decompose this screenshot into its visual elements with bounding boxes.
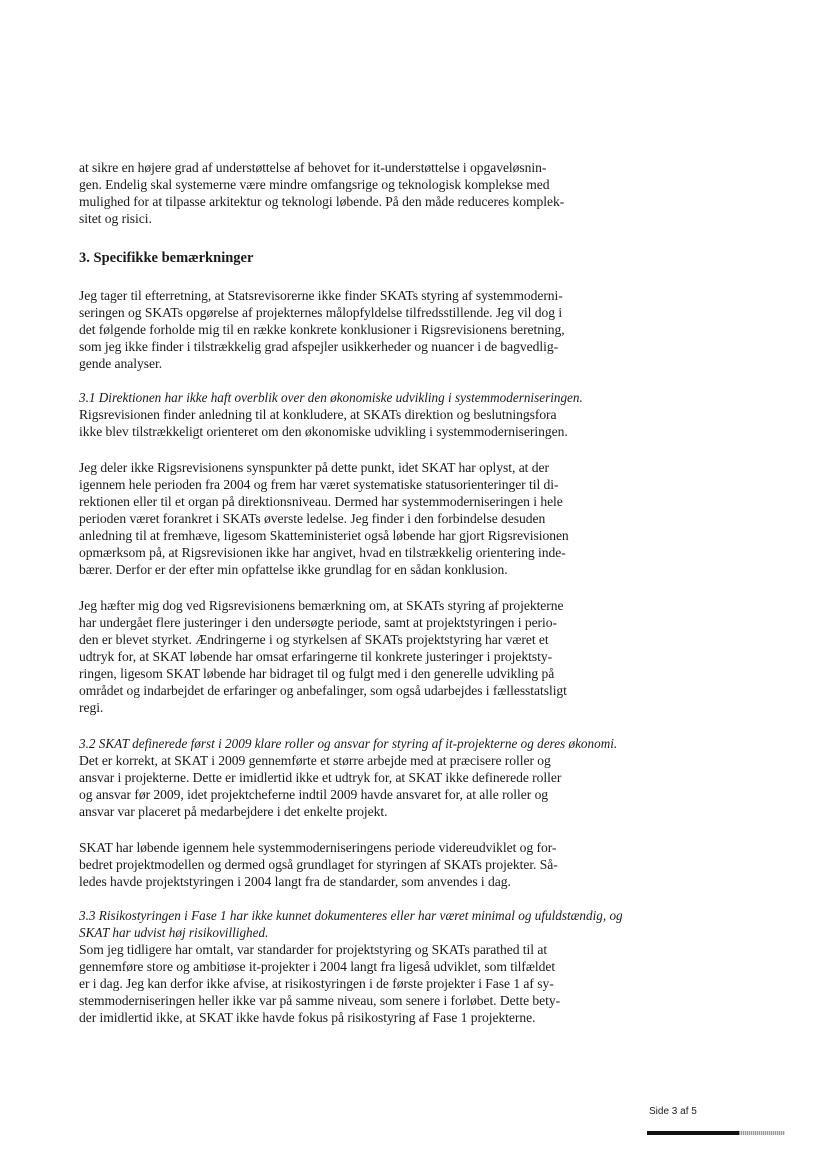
text-line: gen. Endelig skal systemerne være mindre omfangsrige og teknologisk komplekse med <box>79 177 550 192</box>
text-line: bedret projektmodellen og dermed også grundlaget for styringen af SKATs projekter. Så- <box>79 857 558 872</box>
text-line: Rigsrevisionen finder anledning til at konkludere, at SKATs direktion og beslutningsfora <box>79 407 557 422</box>
text-line: SKAT har løbende igennem hele systemmoderniseringens periode videreudviklet og for- <box>79 840 557 855</box>
subsection-title: SKAT har udvist høj risikovillighed. <box>79 925 269 940</box>
section-3-paragraph <box>79 287 624 372</box>
footer-rule-pattern <box>739 1131 785 1135</box>
text-line: Jeg deler ikke Rigsrevisionens synspunkter på dette punkt, idet SKAT har oplyst, at der <box>79 460 549 475</box>
subsection-title: 3.3 Risikostyringen i Fase 1 har ikke kunnet dokumenteres eller har været minimal og ufuldstændig, og <box>79 908 623 923</box>
text-line: opmærksom på, at Rigsrevisionen ikke har angivet, hvad en tilstrækkelig orientering inde- <box>79 545 566 560</box>
text-line: rektionen eller til et organ på direktionsniveau. Dermed har systemmoderniseringen i hele <box>79 494 563 509</box>
text-line: regi. <box>79 700 104 715</box>
text-line: anledning til at fremhæve, ligesom Skatteministeriet også løbende har gjort Rigsrevisionen <box>79 528 569 543</box>
subsection-title: 3.1 Direktionen har ikke haft overblik over den økonomiske udvikling i systemmoderniseringen. <box>79 390 583 405</box>
text-line: ringen, ligesom SKAT løbende har bidraget til og fulgt med i den generelle udvikling på <box>79 666 555 681</box>
text-line: stemmoderniseringen heller ikke var på samme niveau, som senere i forløbet. Dette bety- <box>79 993 561 1008</box>
text-line: udtryk for, at SKAT løbende har omsat erfaringerne til konkrete justeringer i projektsty- <box>79 649 553 664</box>
subsection-title: 3.2 SKAT definerede først i 2009 klare roller og ansvar for styring af it-projekterne og deres økonomi. <box>79 736 618 751</box>
subsection-3-2 <box>79 735 624 820</box>
text-line: der imidlertid ikke, at SKAT ikke havde fokus på risikostyring af Fase 1 projekterne. <box>79 1010 536 1025</box>
subsection-3-1-paragraph-2 <box>79 459 624 578</box>
subsection-3-1 <box>79 389 624 440</box>
section-3-heading-block <box>79 249 624 267</box>
text-line: mulighed for at tilpasse arkitektur og teknologi løbende. På den måde reduceres komplek- <box>79 194 565 209</box>
text-line: Som jeg tidligere har omtalt, var standarder for projektstyring og SKATs parathed til at <box>79 942 548 957</box>
text-line: ikke blev tilstrækkeligt orienteret om den økonomiske udvikling i systemmoderniseringen. <box>79 424 568 439</box>
text-line: bærer. Derfor er der efter min opfattelse ikke grundlag for en sådan konklusion. <box>79 562 508 577</box>
footer-rule <box>647 1131 739 1135</box>
text-line: ansvar var placeret på medarbejdere i det enkelte projekt. <box>79 804 388 819</box>
text-line: igennem hele perioden fra 2004 og frem har været systematiske statusorienteringer til di- <box>79 477 559 492</box>
section-heading: 3. Specifikke bemærkninger <box>79 250 254 266</box>
page-number: Side 3 af 5 <box>649 1106 697 1117</box>
intro-paragraph <box>79 159 624 227</box>
text-line: at sikre en højere grad af understøttelse af behovet for it-understøttelse i opgaveløsnin- <box>79 160 547 175</box>
text-line: den er blevet styrket. Ændringerne i og styrkelsen af SKATs projektstyring har været et <box>79 632 549 647</box>
subsection-3-2-paragraph-2 <box>79 839 624 890</box>
text-line: gende analyser. <box>79 356 163 371</box>
text-line: gennemføre store og ambitiøse it-projekter i 2004 langt fra ligeså udviklet, som tilfældet <box>79 959 556 974</box>
text-line: Det er korrekt, at SKAT i 2009 gennemførte et større arbejde med at præcisere roller og <box>79 753 551 768</box>
subsection-3-1-paragraph-3 <box>79 597 624 716</box>
subsection-3-3 <box>79 907 624 1026</box>
text-line: det følgende forholde mig til en række konkrete konklusioner i Rigsrevisionens beretning, <box>79 322 565 337</box>
text-line: sitet og risici. <box>79 211 152 226</box>
text-line: Jeg tager til efterretning, at Statsrevisorerne ikke finder SKATs styring af systemmoderni- <box>79 288 563 303</box>
text-line: området og indarbejdet de erfaringer og anbefalinger, som også udarbejdes i fællesstatsligt <box>79 683 567 698</box>
text-line: har undergået flere justeringer i den undersøgte periode, samt at projektstyringen i perio- <box>79 615 557 630</box>
text-line: perioden været forankret i SKATs øverste ledelse. Jeg finder i den forbindelse desuden <box>79 511 546 526</box>
text-line: som jeg ikke finder i tilstrækkelig grad afspejler usikkerheder og nuancer i de bagvedlig- <box>79 339 559 354</box>
text-line: og ansvar før 2009, idet projektcheferne indtil 2009 havde ansvaret for, at alle roller og <box>79 787 549 802</box>
text-line: ansvar i projekterne. Dette er imidlertid ikke et udtryk for, at SKAT ikke definerede roller <box>79 770 562 785</box>
text-line: Jeg hæfter mig dog ved Rigsrevisionens bemærkning om, at SKATs styring af projekterne <box>79 598 564 613</box>
text-line: seringen og SKATs opgørelse af projekternes målopfyldelse tilfredsstillende. Jeg vil dog i <box>79 305 563 320</box>
text-line: er i dag. Jeg kan derfor ikke afvise, at risikostyringen i de første projekter i Fase 1 af sy- <box>79 976 554 991</box>
text-line: ledes havde projektstyringen i 2004 langt fra de standarder, som anvendes i dag. <box>79 874 511 889</box>
